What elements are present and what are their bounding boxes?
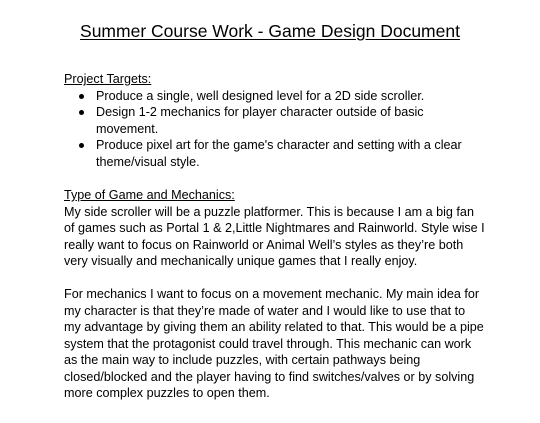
paragraph-1-line-2: of games such as Portal 1 & 2,Little Nightmares and Rainworld. Style wise I: [64, 221, 485, 235]
target-item-3-line-1: Produce pixel art for the game's character and setting with a clear: [96, 138, 462, 152]
document-title: Summer Course Work - Game Design Document: [80, 21, 460, 41]
bullet-icon: [79, 94, 84, 99]
mechanics-section: [64, 286, 494, 402]
target-item-3: [64, 137, 494, 170]
target-item-1-line-1: Produce a single, well designed level for a 2D side scroller.: [96, 88, 425, 103]
project-targets-list: [64, 88, 494, 171]
bullet-icon: [79, 143, 84, 148]
game-type-heading: Type of Game and Mechanics:: [64, 188, 235, 202]
game-type-paragraph-2: [64, 286, 494, 402]
target-item-3-line-2: theme/visual style.: [96, 154, 200, 169]
paragraph-1-line-4: very visually and mechanically unique games that I really enjoy.: [64, 254, 418, 268]
project-targets-section: [64, 71, 494, 170]
project-targets-heading: Project Targets:: [64, 72, 152, 86]
paragraph-2-line-3: my advantage by giving them an ability related to that. This would be a pipe: [64, 320, 484, 334]
target-item-2-line-2: movement.: [96, 121, 159, 136]
target-item-1: [64, 88, 494, 105]
game-type-paragraph-1: [64, 204, 494, 270]
paragraph-1-line-3: really want to focus on Rainworld or Animal Well’s styles as they’re both: [64, 237, 464, 252]
game-type-section: [64, 187, 494, 270]
paragraph-2-line-4: system that the protagonist could travel through. This mechanic can work: [64, 336, 472, 351]
target-item-2-line-1: Design 1-2 mechanics for player character outside of basic: [96, 105, 424, 119]
paragraph-2-line-6: closed/blocked and the player having to find switches/valves or by solving: [64, 369, 475, 384]
bullet-icon: [79, 110, 84, 115]
paragraph-2-line-1: For mechanics I want to focus on a movement mechanic. My main idea for: [64, 287, 480, 301]
target-item-2: [64, 104, 494, 137]
paragraph-2-line-7: more complex puzzles to open them.: [64, 386, 270, 400]
paragraph-2-line-2: my character is that they’re made of water and I would like to use that to: [64, 303, 466, 318]
paragraph-1-line-1: My side scroller will be a puzzle platformer. This is because I am a big fan: [64, 204, 474, 219]
paragraph-2-line-5: as the main way to include puzzles, with certain pathways being: [64, 353, 421, 367]
